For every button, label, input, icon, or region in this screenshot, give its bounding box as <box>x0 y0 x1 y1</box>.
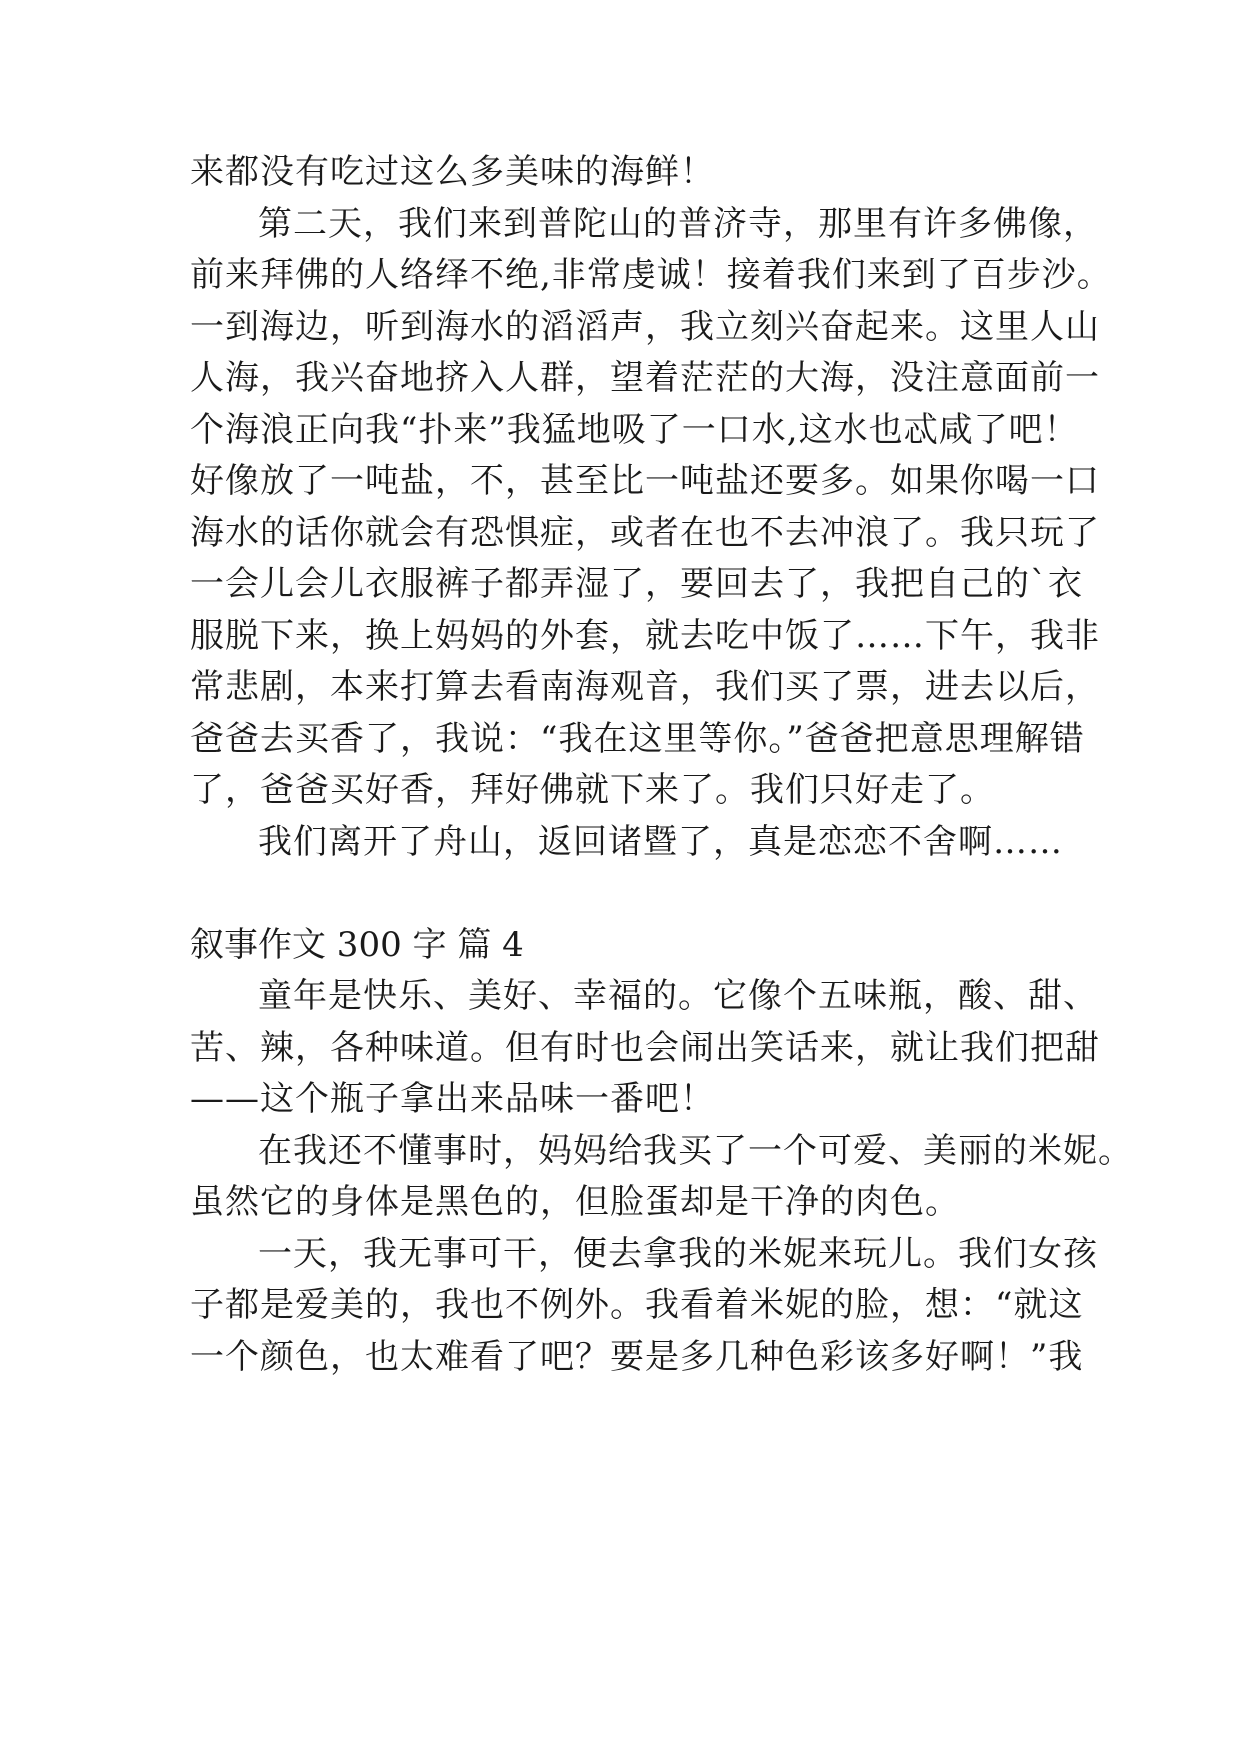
text-line: 童年是快乐、美好、幸福的。它像个五味瓶，酸、甜、 <box>258 976 1098 1016</box>
text-line: 海水的话你就会有恐惧症，或者在也不去冲浪了。我只玩了 <box>190 513 1100 553</box>
section-heading: 叙事作文 300 字 篇 4 <box>190 925 524 965</box>
text-line: 前来拜佛的人络绎不绝,非常虔诚！接着我们来到了百步沙。 <box>190 255 1112 295</box>
text-line: 一天，我无事可干，便去拿我的米妮来玩儿。我们女孩 <box>258 1234 1098 1274</box>
text-line: ——这个瓶子拿出来品味一番吧！ <box>190 1079 715 1119</box>
text-line: 好像放了一吨盐，不，甚至比一吨盐还要多。如果你喝一口 <box>190 461 1100 501</box>
text-line: 苦、辣，各种味道。但有时也会闹出笑话来，就让我们把甜 <box>190 1028 1100 1068</box>
text-line: 一会儿会儿衣服裤子都弄湿了，要回去了，我把自己的`衣 <box>190 564 1083 604</box>
text-line: 服脱下来，换上妈妈的外套，就去吃中饭了……下午，我非 <box>190 616 1100 656</box>
text-line: 我们离开了舟山，返回诸暨了，真是恋恋不舍啊…… <box>258 822 1063 862</box>
text-line: 子都是爱美的，我也不例外。我看着米妮的脸，想：“就这 <box>190 1285 1084 1325</box>
text-line: 一到海边，听到海水的滔滔声，我立刻兴奋起来。这里人山 <box>190 307 1100 347</box>
text-line: 来都没有吃过这么多美味的海鲜！ <box>190 152 715 192</box>
text-line: 一个颜色，也太难看了吧？要是多几种色彩该多好啊！”我 <box>190 1337 1084 1377</box>
text-line: 爸爸去买香了，我说：“我在这里等你。”爸爸把意思理解错 <box>190 719 1085 759</box>
text-line: 在我还不懂事时，妈妈给我买了一个可爱、美丽的米妮。 <box>258 1131 1133 1171</box>
text-line: 了，爸爸买好香，拜好佛就下来了。我们只好走了。 <box>190 770 995 810</box>
text-line: 人海，我兴奋地挤入人群，望着茫茫的大海，没注意面前一 <box>190 358 1100 398</box>
text-line: 第二天，我们来到普陀山的普济寺，那里有许多佛像， <box>258 204 1098 244</box>
text-line: 常悲剧，本来打算去看南海观音，我们买了票，进去以后， <box>190 667 1100 707</box>
text-line: 虽然它的身体是黑色的，但脸蛋却是干净的肉色。 <box>190 1182 960 1222</box>
text-line: 个海浪正向我“扑来”我猛地吸了一口水,这水也忒咸了吧！ <box>190 410 1079 450</box>
